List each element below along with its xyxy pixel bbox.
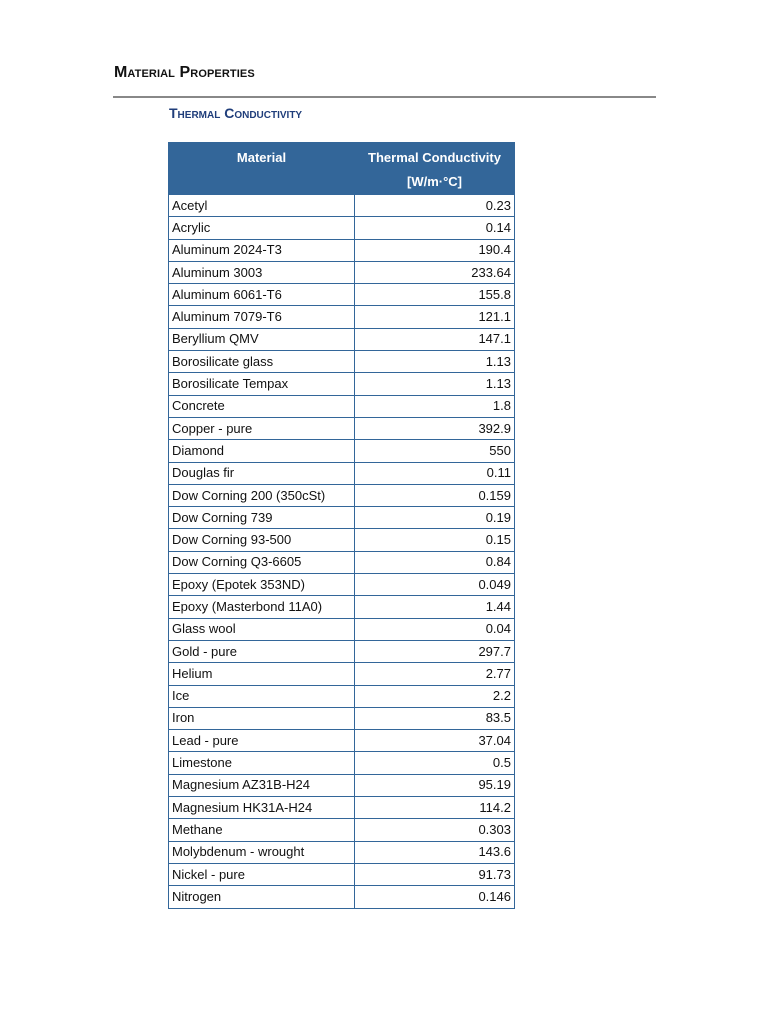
material-name-cell: Acetyl — [169, 195, 355, 217]
table-row — [169, 819, 515, 841]
material-name-cell: Copper - pure — [169, 417, 355, 439]
table-header-row — [169, 142, 515, 195]
conductivity-value-cell: 190.4 — [355, 239, 515, 261]
conductivity-value-cell: 2.2 — [355, 685, 515, 707]
conductivity-value-cell: 0.04 — [355, 618, 515, 640]
table-row — [169, 417, 515, 439]
conductivity-value-cell: 0.159 — [355, 484, 515, 506]
table-row — [169, 261, 515, 283]
material-name-cell: Aluminum 6061-T6 — [169, 284, 355, 306]
table-row — [169, 797, 515, 819]
material-name-cell: Borosilicate Tempax — [169, 373, 355, 395]
material-name-cell: Gold - pure — [169, 640, 355, 662]
conductivity-value-cell: 1.13 — [355, 373, 515, 395]
conductivity-value-cell: 0.15 — [355, 529, 515, 551]
conductivity-value-cell: 37.04 — [355, 730, 515, 752]
conductivity-value-cell: 550 — [355, 440, 515, 462]
table-row — [169, 618, 515, 640]
material-column-header: Material — [169, 142, 355, 195]
table-row — [169, 886, 515, 908]
material-name-cell: Aluminum 7079-T6 — [169, 306, 355, 328]
table-row — [169, 462, 515, 484]
material-name-cell: Beryllium QMV — [169, 328, 355, 350]
table-row — [169, 351, 515, 373]
conductivity-unit-label: [W/m·°C] — [406, 174, 462, 189]
material-name-cell: Borosilicate glass — [169, 351, 355, 373]
section-title: Thermal Conductivity — [169, 105, 303, 121]
conductivity-value-cell: 297.7 — [355, 640, 515, 662]
conductivity-value-cell: 2.77 — [355, 663, 515, 685]
conductivity-value-cell: 121.1 — [355, 306, 515, 328]
material-name-cell: Epoxy (Masterbond 11A0) — [169, 596, 355, 618]
conductivity-value-cell: 147.1 — [355, 328, 515, 350]
table-row — [169, 551, 515, 573]
table-row — [169, 328, 515, 350]
table-row — [169, 440, 515, 462]
material-name-cell: Epoxy (Epotek 353ND) — [169, 574, 355, 596]
material-name-cell: Limestone — [169, 752, 355, 774]
conductivity-value-cell: 233.64 — [355, 261, 515, 283]
material-name-cell: Diamond — [169, 440, 355, 462]
table-row — [169, 217, 515, 239]
material-name-cell: Nitrogen — [169, 886, 355, 908]
conductivity-value-cell: 0.19 — [355, 507, 515, 529]
table-row — [169, 685, 515, 707]
material-name-cell: Dow Corning 200 (350cSt) — [169, 484, 355, 506]
conductivity-header-label: Thermal Conductivity — [368, 150, 501, 165]
material-name-cell: Magnesium HK31A-H24 — [169, 797, 355, 819]
conductivity-value-cell: 155.8 — [355, 284, 515, 306]
table-row — [169, 284, 515, 306]
material-name-cell: Dow Corning 739 — [169, 507, 355, 529]
table-row — [169, 707, 515, 729]
table-row — [169, 730, 515, 752]
table-row — [169, 774, 515, 796]
table-row — [169, 574, 515, 596]
material-name-cell: Douglas fir — [169, 462, 355, 484]
table-row — [169, 596, 515, 618]
conductivity-value-cell: 0.049 — [355, 574, 515, 596]
conductivity-value-cell: 392.9 — [355, 417, 515, 439]
material-name-cell: Glass wool — [169, 618, 355, 640]
table-row — [169, 507, 515, 529]
table-row — [169, 239, 515, 261]
conductivity-value-cell: 0.14 — [355, 217, 515, 239]
material-name-cell: Molybdenum - wrought — [169, 841, 355, 863]
table-row — [169, 306, 515, 328]
material-name-cell: Magnesium AZ31B-H24 — [169, 774, 355, 796]
table-row — [169, 195, 515, 217]
conductivity-value-cell: 91.73 — [355, 863, 515, 885]
table-row — [169, 752, 515, 774]
conductivity-value-cell: 0.23 — [355, 195, 515, 217]
table-row — [169, 841, 515, 863]
table-row — [169, 863, 515, 885]
conductivity-value-cell: 95.19 — [355, 774, 515, 796]
table-row — [169, 529, 515, 551]
table-row — [169, 663, 515, 685]
conductivity-value-cell: 0.84 — [355, 551, 515, 573]
material-name-cell: Ice — [169, 685, 355, 707]
conductivity-column-header — [355, 142, 515, 195]
thermal-conductivity-table — [168, 142, 515, 909]
material-name-cell: Dow Corning 93-500 — [169, 529, 355, 551]
conductivity-value-cell: 0.5 — [355, 752, 515, 774]
material-name-cell: Lead - pure — [169, 730, 355, 752]
conductivity-value-cell: 0.146 — [355, 886, 515, 908]
table-row — [169, 484, 515, 506]
material-name-cell: Aluminum 2024-T3 — [169, 239, 355, 261]
title-divider — [113, 96, 656, 98]
material-name-cell: Nickel - pure — [169, 863, 355, 885]
material-name-cell: Dow Corning Q3-6605 — [169, 551, 355, 573]
conductivity-value-cell: 0.303 — [355, 819, 515, 841]
table-body — [169, 195, 515, 909]
conductivity-value-cell: 1.8 — [355, 395, 515, 417]
material-name-cell: Aluminum 3003 — [169, 261, 355, 283]
conductivity-value-cell: 1.44 — [355, 596, 515, 618]
table-row — [169, 640, 515, 662]
conductivity-value-cell: 114.2 — [355, 797, 515, 819]
table-row — [169, 373, 515, 395]
conductivity-value-cell: 0.11 — [355, 462, 515, 484]
material-name-cell: Helium — [169, 663, 355, 685]
conductivity-value-cell: 1.13 — [355, 351, 515, 373]
material-name-cell: Acrylic — [169, 217, 355, 239]
conductivity-value-cell: 83.5 — [355, 707, 515, 729]
table-row — [169, 395, 515, 417]
conductivity-value-cell: 143.6 — [355, 841, 515, 863]
page-title: Material Properties — [114, 64, 255, 81]
material-name-cell: Concrete — [169, 395, 355, 417]
material-name-cell: Iron — [169, 707, 355, 729]
material-name-cell: Methane — [169, 819, 355, 841]
